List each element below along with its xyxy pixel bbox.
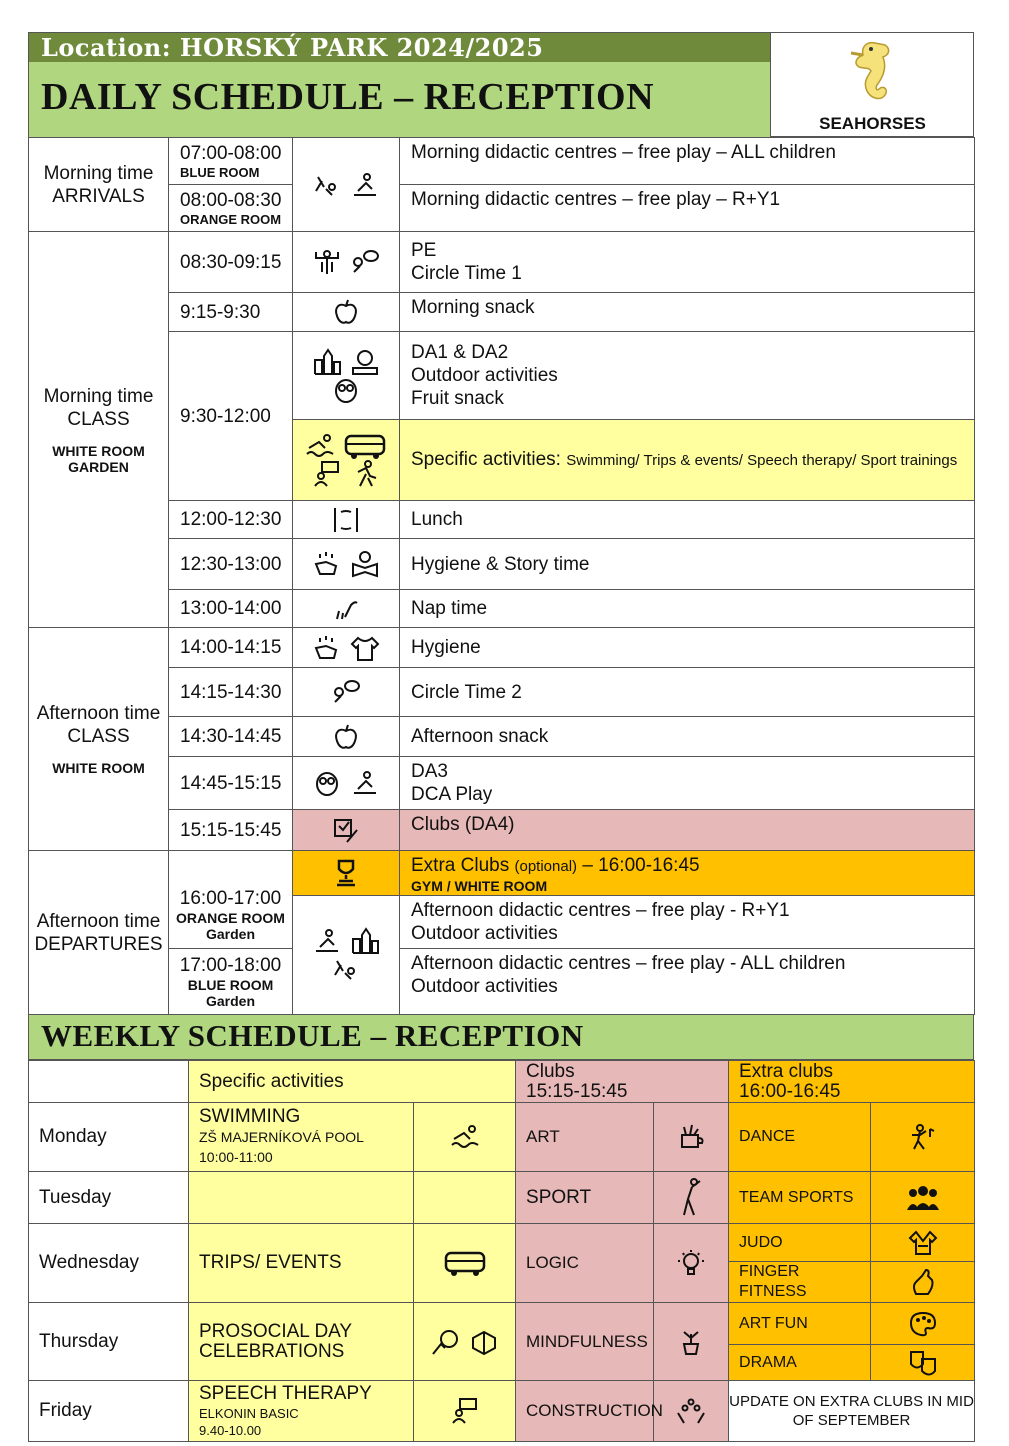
specific-tuesday bbox=[189, 1172, 414, 1224]
period-arrivals bbox=[29, 138, 169, 232]
activity: Morning didactic centres – free play – R+Y1 bbox=[400, 185, 975, 232]
icons-cell bbox=[293, 668, 400, 717]
specific-friday bbox=[189, 1381, 414, 1442]
location-title: Location: HORSKÝ PARK 2024/2025 bbox=[29, 33, 770, 62]
play-icon bbox=[350, 769, 380, 797]
handwash-icon bbox=[312, 550, 342, 578]
icons-cell bbox=[293, 717, 400, 757]
seahorse-icon bbox=[845, 37, 901, 107]
daily-schedule-title: DAILY SCHEDULE – RECEPTION bbox=[29, 62, 770, 137]
time-cell bbox=[169, 185, 293, 232]
class-name: SEAHORSES bbox=[819, 114, 926, 133]
art-icon bbox=[676, 1123, 706, 1151]
header-extra-time: 16:00-16:45 bbox=[739, 1081, 841, 1102]
apple-icon bbox=[331, 723, 361, 751]
clothes-icon bbox=[350, 634, 380, 662]
play-icon bbox=[350, 171, 380, 199]
kid-icon bbox=[431, 1328, 461, 1356]
logo bbox=[770, 33, 974, 137]
icons-cell bbox=[293, 293, 400, 332]
dance-icon-cell bbox=[871, 1103, 975, 1172]
activity bbox=[400, 949, 975, 1015]
castle-icon bbox=[312, 348, 342, 376]
club-tuesday: SPORT bbox=[516, 1172, 654, 1224]
period-afternoon-class bbox=[29, 628, 169, 851]
trophy-icon bbox=[331, 859, 361, 887]
activity-line: Outdoor activities bbox=[411, 976, 558, 997]
room: BLUE ROOM bbox=[187, 977, 274, 993]
construction-icon-cell bbox=[654, 1381, 729, 1442]
castle-icon bbox=[350, 927, 380, 955]
time-cell bbox=[169, 949, 293, 1015]
activity: Morning snack bbox=[400, 293, 975, 332]
header-specific: Specific activities bbox=[189, 1061, 516, 1103]
reading-icon bbox=[350, 550, 380, 578]
specific-title: SWIMMING bbox=[199, 1106, 301, 1127]
sport-icon-cell bbox=[654, 1172, 729, 1224]
room-2: Garden bbox=[205, 993, 255, 1009]
activity: Hygiene & Story time bbox=[400, 539, 975, 590]
activity-heading: Specific activities: bbox=[411, 449, 561, 470]
activity: Nap time bbox=[400, 590, 975, 628]
period-label-2: DEPARTURES bbox=[34, 933, 163, 955]
drama-icon-cell bbox=[871, 1345, 975, 1381]
time-cell bbox=[169, 851, 293, 949]
specific-thursday bbox=[189, 1303, 414, 1381]
pe-icon bbox=[312, 248, 342, 276]
icons-cell bbox=[293, 501, 400, 539]
activity-line: DCA Play bbox=[411, 784, 493, 805]
time: 07:00-08:00 bbox=[180, 142, 282, 164]
team-icon-cell bbox=[871, 1172, 975, 1224]
icons-cell bbox=[293, 232, 400, 293]
play-icon bbox=[312, 927, 342, 955]
arrival-icon bbox=[312, 171, 342, 199]
bus-icon bbox=[443, 1249, 487, 1277]
period-label: Afternoon time bbox=[36, 703, 161, 724]
departure-icon bbox=[331, 955, 361, 983]
time: 14:30-14:45 bbox=[169, 717, 293, 757]
header-clubs bbox=[516, 1061, 729, 1103]
activity-line: DA3 bbox=[411, 761, 448, 782]
extra-clubs-optional: (optional) bbox=[514, 858, 578, 875]
weekly-schedule-title: WEEKLY SCHEDULE – RECEPTION bbox=[28, 1014, 974, 1060]
specific-time: 10:00-11:00 bbox=[199, 1149, 273, 1165]
activity-line: Outdoor activities bbox=[411, 365, 558, 386]
owl-icon bbox=[312, 769, 342, 797]
specific-activities bbox=[400, 420, 975, 501]
time: 08:30-09:15 bbox=[169, 232, 293, 293]
activity: Afternoon snack bbox=[400, 717, 975, 757]
plant-icon bbox=[676, 1328, 706, 1356]
art-fun-icon-cell bbox=[871, 1303, 975, 1345]
time: 16:00-17:00 bbox=[179, 888, 282, 909]
swimming-icon-cell bbox=[414, 1103, 516, 1172]
activity-line: DA1 & DA2 bbox=[411, 342, 509, 363]
clubs-icon bbox=[331, 816, 361, 844]
activity bbox=[400, 232, 975, 293]
time-cell bbox=[169, 138, 293, 185]
activity: Circle Time 2 bbox=[400, 668, 975, 717]
weekly-schedule-table bbox=[28, 1060, 975, 1442]
icons-cell bbox=[293, 539, 400, 590]
time: 13:00-14:00 bbox=[169, 590, 293, 628]
extra-clubs-time: – 16:00-16:45 bbox=[582, 855, 700, 876]
team-sports-icon bbox=[905, 1184, 941, 1212]
extra-thursday-1: ART FUN bbox=[729, 1303, 871, 1345]
specific-title: PROSOCIAL DAY bbox=[199, 1320, 353, 1342]
icons-cell bbox=[293, 896, 400, 1015]
icons-cell bbox=[293, 810, 400, 851]
club-friday: CONSTRUCTION bbox=[516, 1381, 654, 1442]
extra-friday-update: UPDATE ON EXTRA CLUBS IN MID OF SEPTEMBER bbox=[729, 1381, 975, 1442]
speech-icon-cell bbox=[414, 1381, 516, 1442]
room: ORANGE ROOM bbox=[180, 211, 282, 227]
handwash-icon bbox=[312, 634, 342, 662]
activity-line: Circle Time 1 bbox=[411, 263, 522, 284]
extra-clubs bbox=[400, 851, 975, 896]
activity bbox=[400, 896, 975, 949]
judo-icon bbox=[908, 1229, 938, 1257]
icons-cell bbox=[293, 628, 400, 668]
lightbulb-icon bbox=[676, 1249, 706, 1277]
circle-time-icon bbox=[331, 678, 361, 706]
specific-place: ZŠ MAJERNÍKOVÁ POOL bbox=[199, 1129, 364, 1145]
icons-cell bbox=[293, 420, 400, 501]
header-empty bbox=[29, 1061, 189, 1103]
specific-method: ELKONIN BASIC bbox=[199, 1406, 299, 1421]
time: 17:00-18:00 bbox=[179, 955, 282, 976]
speech-therapy-icon bbox=[450, 1397, 480, 1425]
extra-clubs-title: Extra Clubs bbox=[411, 855, 510, 876]
header-extra-label: Extra clubs bbox=[739, 1061, 834, 1082]
room: BLUE ROOM bbox=[180, 164, 260, 180]
time: 15:15-15:45 bbox=[169, 810, 293, 851]
owl-icon bbox=[331, 376, 361, 404]
activity: Hygiene bbox=[400, 628, 975, 668]
extra-clubs-room: GYM / WHITE ROOM bbox=[411, 878, 548, 894]
masks-icon bbox=[908, 1349, 938, 1377]
activity bbox=[400, 332, 975, 420]
icons-cell bbox=[293, 851, 400, 896]
time: 9:30-12:00 bbox=[169, 332, 293, 501]
header-extra bbox=[729, 1061, 975, 1103]
gift-icon bbox=[469, 1328, 499, 1356]
period-label-2: CLASS bbox=[67, 408, 130, 430]
day-thursday: Thursday bbox=[29, 1303, 189, 1381]
activity-line: PE bbox=[411, 240, 437, 261]
extra-wednesday-2: FINGER FITNESS bbox=[729, 1262, 871, 1303]
swimming-icon bbox=[305, 432, 335, 460]
bus-icon bbox=[343, 432, 387, 460]
club-thursday: MINDFULNESS bbox=[516, 1303, 654, 1381]
apple-book-icon bbox=[350, 348, 380, 376]
daily-schedule-table bbox=[28, 137, 975, 1015]
stretching-icon bbox=[676, 1177, 706, 1219]
activity-detail: Swimming/ Trips & events/ Speech therapy/ Sport trainings bbox=[566, 452, 958, 469]
day-tuesday: Tuesday bbox=[29, 1172, 189, 1224]
period-morning-class bbox=[29, 232, 169, 628]
specific-title: SPEECH THERAPY bbox=[199, 1383, 372, 1404]
specific-tuesday-icon bbox=[414, 1172, 516, 1224]
period-label-2: ARRIVALS bbox=[52, 185, 145, 207]
extra-monday: DANCE bbox=[729, 1103, 871, 1172]
judo-icon-cell bbox=[871, 1224, 975, 1262]
time: 12:30-13:00 bbox=[169, 539, 293, 590]
icons-cell bbox=[293, 757, 400, 810]
activity-line: Fruit snack bbox=[411, 388, 504, 409]
apple-icon bbox=[331, 298, 361, 326]
running-icon bbox=[350, 460, 380, 488]
time: 9:15-9:30 bbox=[169, 293, 293, 332]
mindfulness-icon-cell bbox=[654, 1303, 729, 1381]
header bbox=[28, 32, 974, 137]
logic-icon-cell bbox=[654, 1224, 729, 1303]
bus-icon-cell bbox=[414, 1224, 516, 1303]
day-monday: Monday bbox=[29, 1103, 189, 1172]
finger-fitness-icon bbox=[908, 1268, 938, 1296]
room-2: Garden bbox=[205, 926, 255, 942]
activity bbox=[400, 757, 975, 810]
extra-wednesday-1: JUDO bbox=[729, 1224, 871, 1262]
extra-thursday-2: DRAMA bbox=[729, 1345, 871, 1381]
hands-molecule-icon bbox=[676, 1397, 706, 1425]
activity: Morning didactic centres – free play – ALL children bbox=[400, 138, 975, 185]
time: 14:45-15:15 bbox=[169, 757, 293, 810]
finger-icon-cell bbox=[871, 1262, 975, 1303]
speech-therapy-icon bbox=[312, 460, 342, 488]
time: 14:15-14:30 bbox=[169, 668, 293, 717]
time: 08:00-08:30 bbox=[180, 189, 282, 211]
activity-line: Afternoon didactic centres – free play - ALL children bbox=[411, 953, 846, 974]
palette-icon bbox=[908, 1310, 938, 1338]
circle-time-icon bbox=[350, 248, 380, 276]
period-label-2: CLASS bbox=[67, 726, 130, 747]
period-label: Morning time bbox=[43, 385, 154, 407]
specific-wednesday: TRIPS/ EVENTS bbox=[189, 1224, 414, 1303]
day-wednesday: Wednesday bbox=[29, 1224, 189, 1303]
time: 14:00-14:15 bbox=[169, 628, 293, 668]
extra-tuesday: TEAM SPORTS bbox=[729, 1172, 871, 1224]
header-clubs-time: 15:15-15:45 bbox=[526, 1081, 628, 1102]
club-wednesday: LOGIC bbox=[516, 1224, 654, 1303]
specific-time: 9.40-10.00 bbox=[199, 1423, 262, 1438]
period-label: Morning time bbox=[43, 162, 154, 184]
period-departures bbox=[29, 851, 169, 1015]
icons-cell bbox=[293, 138, 400, 232]
activity: Lunch bbox=[400, 501, 975, 539]
art-icon-cell bbox=[654, 1103, 729, 1172]
period-label: Afternoon time bbox=[36, 910, 161, 932]
icons-cell bbox=[293, 332, 400, 420]
lunch-icon bbox=[331, 506, 361, 534]
icons-cell bbox=[293, 590, 400, 628]
dance-icon bbox=[908, 1123, 938, 1151]
room: ORANGE ROOM bbox=[176, 910, 285, 926]
activity-line: Afternoon didactic centres – free play - R+Y1 bbox=[411, 900, 790, 921]
room: WHITE ROOM bbox=[52, 442, 145, 459]
activity-line: Outdoor activities bbox=[411, 923, 558, 944]
room-2: GARDEN bbox=[68, 458, 129, 475]
specific-title-2: CELEBRATIONS bbox=[199, 1340, 345, 1362]
specific-monday bbox=[189, 1103, 414, 1172]
prosocial-icon-cell bbox=[414, 1303, 516, 1381]
activity: Clubs (DA4) bbox=[400, 810, 975, 851]
room: WHITE ROOM bbox=[52, 760, 145, 776]
nap-icon bbox=[331, 595, 361, 623]
swimming-icon bbox=[450, 1123, 480, 1151]
day-friday: Friday bbox=[29, 1381, 189, 1442]
club-monday: ART bbox=[516, 1103, 654, 1172]
header-clubs-label: Clubs bbox=[526, 1061, 575, 1082]
time: 12:00-12:30 bbox=[169, 501, 293, 539]
